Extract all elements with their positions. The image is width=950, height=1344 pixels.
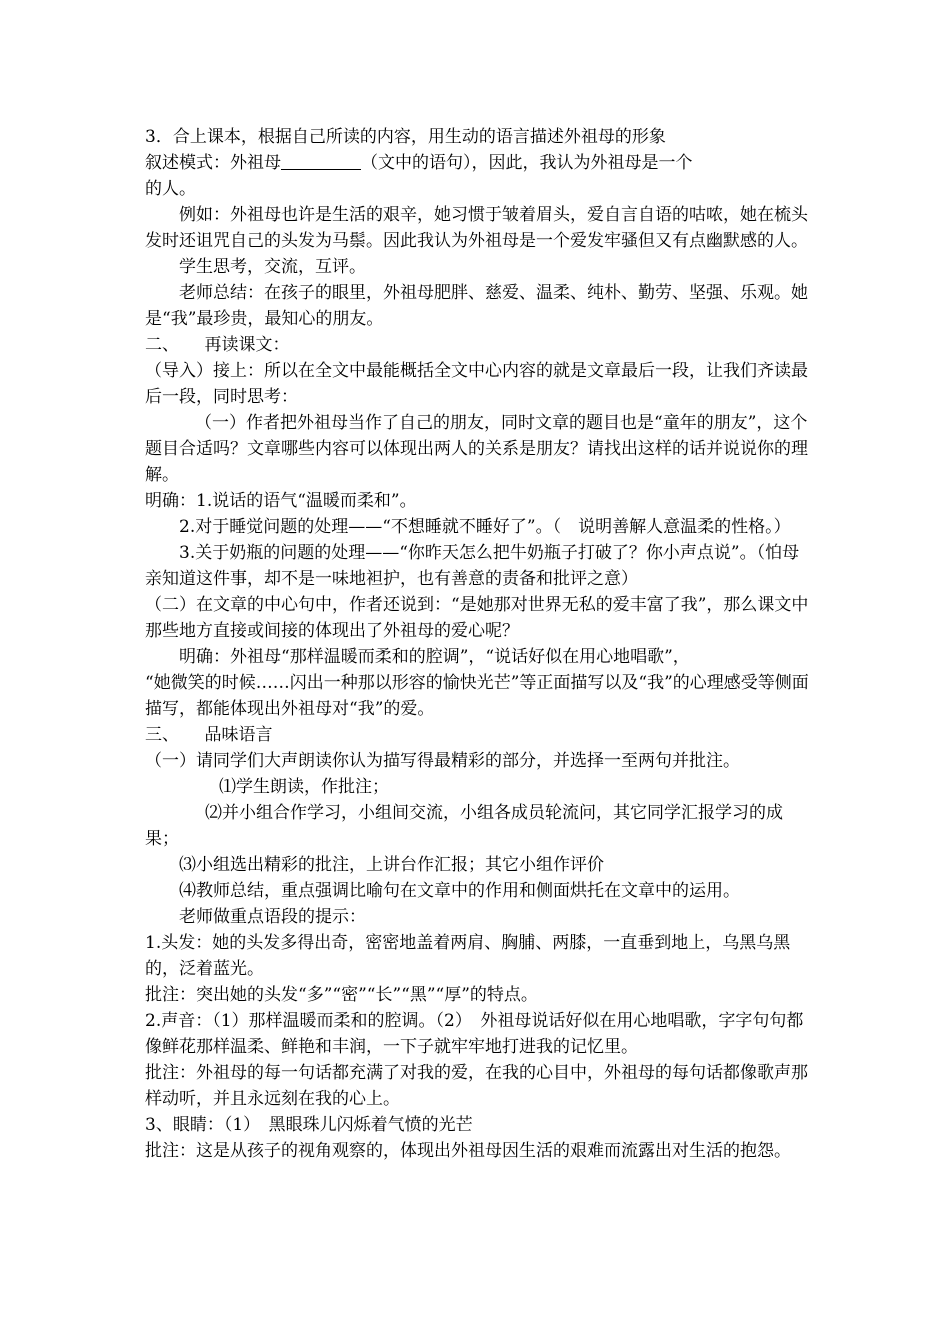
list-item: ⑶小组选出精彩的批注，上讲台作汇报；其它小组作评价 [179,855,604,875]
list-item: ⑴学生朗读，作批注； [219,777,389,797]
paragraph: 1.头发：她的头发多得出奇，密密地盖着两肩、胸脯、两膝，一直垂到地上，乌黑乌黑的，泛着蓝光。 [145,933,791,979]
paragraph: （导入）接上：所以在全文中最能概括全文中心内容的就是文章最后一段，让我们齐读最后一段，同时思考： [145,361,808,407]
fill-in-blank [281,151,361,170]
paragraph: 老师总结：在孩子的眼里，外祖母肥胖、慈爱、温柔、纯朴、勤劳、坚强、乐观。她是“我”最珍贵，最知心的朋友。 [145,283,808,329]
paragraph: 明确：外祖母“那样温暖而柔和的腔调”，“说话好似在用心地唱歌”， [179,647,690,667]
annotation: 批注：外祖母的每一句话都充满了对我的爱，在我的心目中，外祖母的每句话都像歌声那样动听，并且永远刻在我的心上。 [145,1063,808,1109]
paragraph: 3．合上课本，根据自己所读的内容，用生动的语言描述外祖母的形象 [145,127,666,147]
paragraph: 2.声音：（1）那样温暖而柔和的腔调。（2） 外祖母说话好似在用心地唱歌，字字句句都像鲜花那样温柔、鲜艳和丰润，一下子就牢牢地打进我的记忆里。 [145,1011,804,1057]
paragraph: 老师做重点语段的提示： [179,907,366,927]
paragraph [145,150,815,176]
text-run: （文中的语句），因此，我认为外祖母是一个 [361,153,693,173]
paragraph: 明确：1.说话的语气“温暖而柔和”。 [145,491,417,511]
paragraph: （一）请同学们大声朗读你认为描写得最精彩的部分，并选择一至两句并批注。 [145,751,740,771]
paragraph: 2.对于睡觉问题的处理——“不想睡就不睡好了”。（ 说明善解人意温柔的性格。） [179,517,791,537]
list-item: ⑵并小组合作学习，小组间交流，小组各成员轮流问，其它同学汇报学习的成果； [145,803,783,849]
annotation: 批注：这是从孩子的视角观察的，体现出外祖母因生活的艰难而流露出对生活的抱怨。 [145,1141,791,1161]
paragraph: “她微笑的时候……闪出一种那以形容的愉快光芒”等正面描写以及“我”的心理感受等侧面描写，都能体现出外祖母对“我”的爱。 [145,673,809,719]
text-run: 叙述模式：外祖母 [145,153,281,173]
paragraph: （一）作者把外祖母当作了自己的朋友，同时文章的题目也是“童年的朋友”，这个题目合适吗？文章哪些内容可以体现出两人的关系是朋友？请找出这样的话并说说你的理解。 [145,413,808,485]
paragraph: 3、眼睛：（1） 黑眼珠儿闪烁着气愤的光芒 [145,1115,473,1135]
section-heading: 二、 再读课文： [145,335,290,355]
list-item: ⑷教师总结，重点强调比喻句在文章中的作用和侧面烘托在文章中的运用。 [179,881,740,901]
paragraph: （二）在文章的中心句中，作者还说到：“是她那对世界无私的爱丰富了我”，那么课文中那些地方直接或间接的体现出了外祖母的爱心呢？ [145,595,809,641]
paragraph: 3.关于奶瓶的问题的处理——“你昨天怎么把牛奶瓶子打破了？你小声点说”。（怕母亲知道这件事，却不是一味地袒护，也有善意的责备和批评之意） [145,543,800,589]
document-body [145,124,815,1164]
annotation: 批注：突出她的头发“多”“密”“长”“黑”“厚”的特点。 [145,985,538,1005]
section-heading: 三、 品味语言 [145,725,273,745]
paragraph: 例如：外祖母也许是生活的艰辛，她习惯于皱着眉头，爱自言自语的咕哝，她在梳头发时还诅咒自己的头发为马鬃。因此我认为外祖母是一个爱发牢骚但又有点幽默感的人。 [145,205,808,251]
paragraph: 的人。 [145,179,196,199]
paragraph: 学生思考，交流，互评。 [179,257,366,277]
